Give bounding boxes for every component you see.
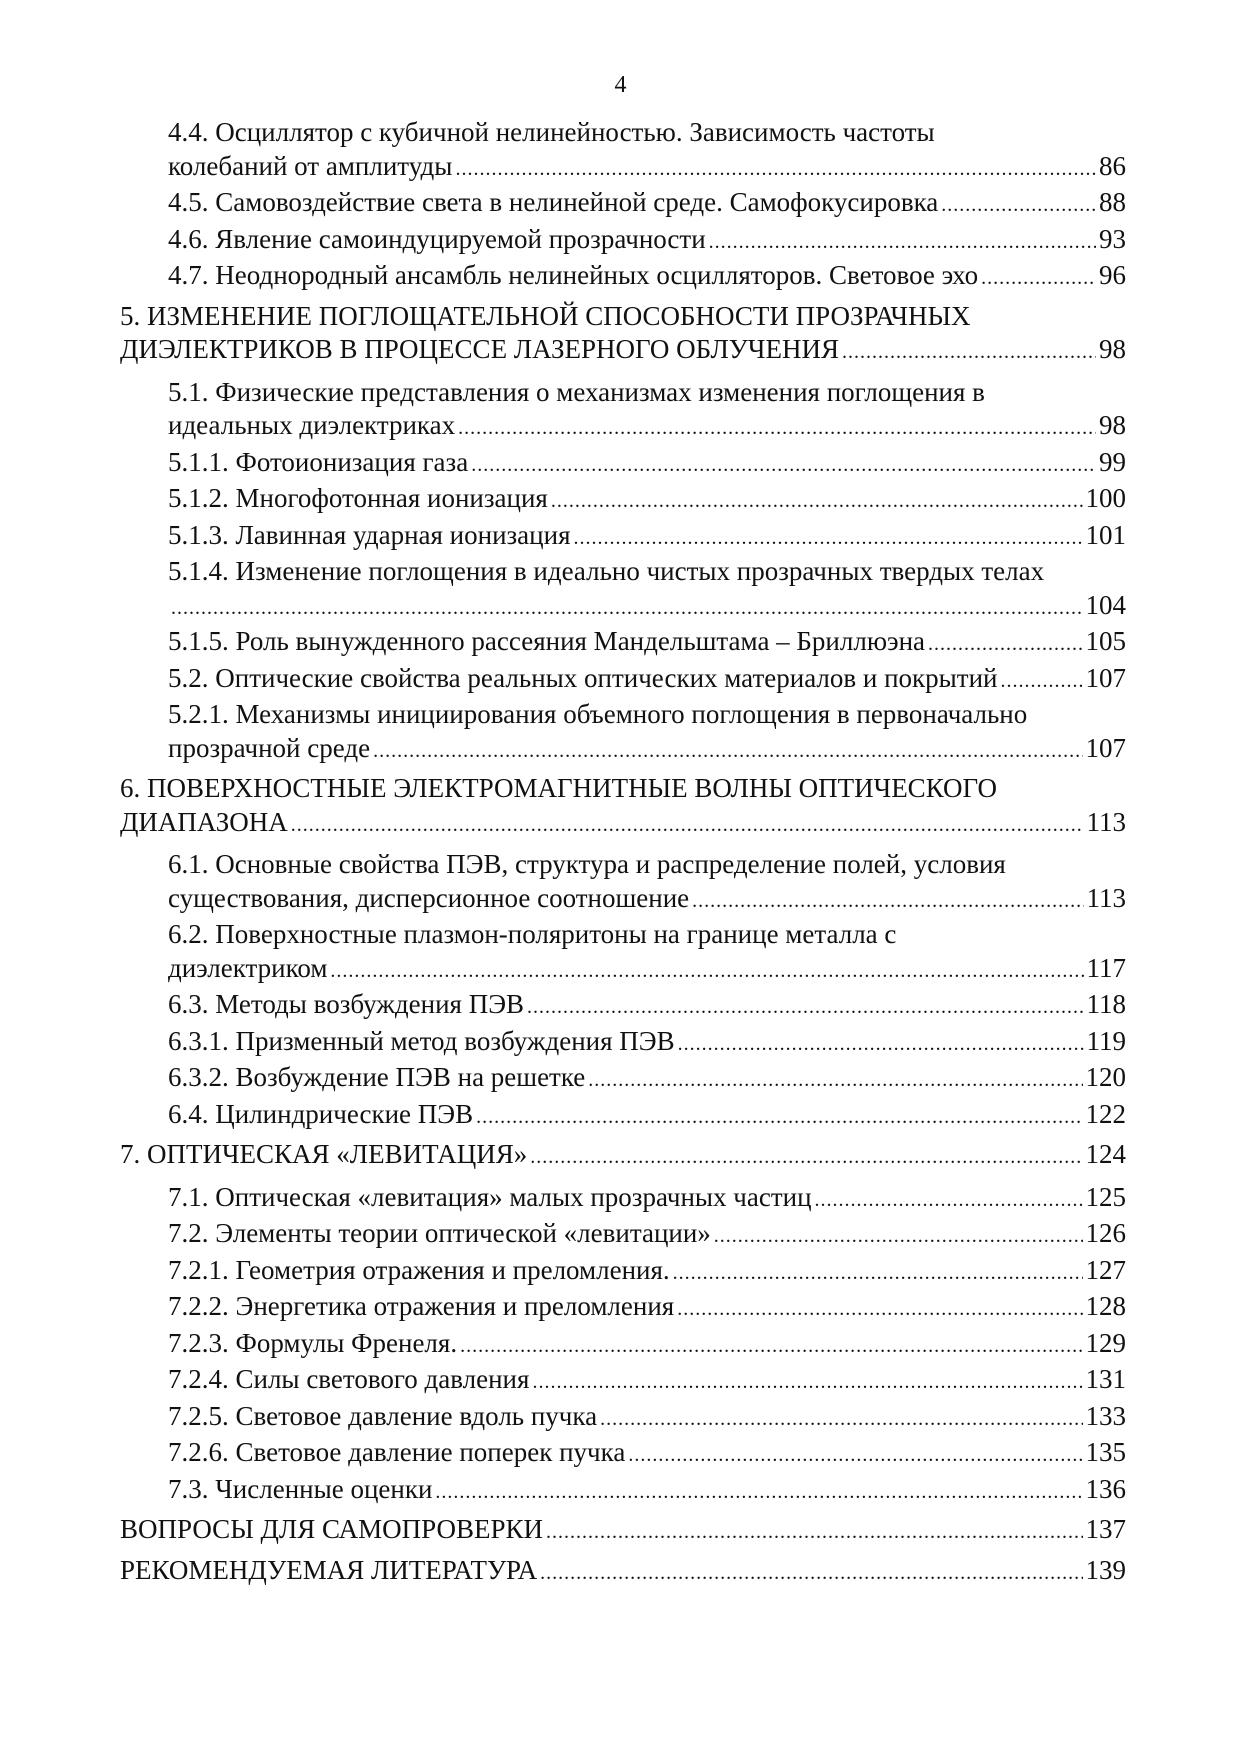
toc-entry-title: колебаний от амплитуды bbox=[168, 150, 453, 181]
toc-section-entry[interactable] bbox=[120, 1400, 1126, 1437]
dot-leader bbox=[981, 262, 1096, 296]
toc-entry-row bbox=[168, 186, 1126, 223]
toc-entry-title: прозрачной среде bbox=[168, 732, 371, 763]
toc-entry-title: 6.3.2. Возбуждение ПЭВ на решетке bbox=[168, 1062, 586, 1092]
toc-entry-title: 5.1.3. Лавинная ударная ионизация bbox=[168, 519, 571, 550]
dot-leader bbox=[460, 1330, 1082, 1364]
toc-page-number: 99 bbox=[1099, 446, 1126, 477]
toc-section-entry[interactable] bbox=[120, 662, 1126, 699]
toc-entry-title: существования, дисперсионное соотношение bbox=[168, 882, 690, 913]
toc-entry-row bbox=[120, 1513, 1126, 1550]
dot-leader bbox=[588, 1064, 1082, 1098]
dot-leader bbox=[600, 1403, 1082, 1437]
toc-section-entry[interactable] bbox=[120, 1025, 1126, 1062]
dot-leader bbox=[471, 449, 1096, 483]
toc-entry-title-line: 6.2. Поверхностные плазмон-поляритоны на границе металла с bbox=[168, 919, 897, 949]
toc-entry-row bbox=[120, 333, 1126, 370]
toc-entry-title-line: 5. ИЗМЕНЕНИЕ ПОГЛОЩАТЕЛЬНОЙ СПОСОБНОСТИ ПРОЗРАЧНЫХ bbox=[120, 300, 971, 331]
toc-entry-row bbox=[120, 1138, 1126, 1175]
toc-entry-title: 6.3.1. Призменный метод возбуждения ПЭВ bbox=[168, 1025, 675, 1056]
toc-entry-title: 7.2.6. Световое давление поперек пучка bbox=[168, 1437, 626, 1467]
dot-leader bbox=[677, 1293, 1082, 1327]
toc-section-entry[interactable] bbox=[120, 1254, 1126, 1291]
dot-leader bbox=[941, 189, 1096, 223]
table-of-contents bbox=[120, 116, 1126, 1590]
toc-page-number: 131 bbox=[1085, 1364, 1126, 1394]
toc-entry-row bbox=[168, 1436, 1126, 1473]
toc-entry-row bbox=[168, 732, 1126, 769]
toc-entry-title: 5.1.2. Многофотонная ионизация bbox=[168, 483, 548, 513]
toc-entry-row bbox=[168, 259, 1126, 296]
dot-leader bbox=[532, 1366, 1082, 1400]
toc-section-entry[interactable] bbox=[120, 1363, 1126, 1400]
toc-page-number: 128 bbox=[1085, 1291, 1126, 1321]
toc-page-number: 100 bbox=[1085, 483, 1126, 513]
toc-page-number: 96 bbox=[1099, 260, 1126, 290]
toc-section-entry[interactable] bbox=[120, 259, 1126, 296]
toc-section-entry[interactable] bbox=[120, 625, 1126, 662]
toc-section-entry[interactable] bbox=[120, 555, 1126, 625]
toc-entry-title-line: 5.2.1. Механизмы инициирования объемного поглощения в первоначально bbox=[168, 699, 1028, 729]
toc-entry-row bbox=[168, 1217, 1126, 1254]
toc-page-number: 136 bbox=[1085, 1473, 1126, 1504]
toc-entry-title-line: 4.4. Осциллятор с кубичной нелинейностью. Зависимость частоты bbox=[168, 117, 935, 147]
page-number: 4 bbox=[614, 72, 627, 98]
toc-entry-row bbox=[168, 882, 1126, 919]
toc-entry-title: 5.1.5. Роль вынужденного рассеяния Мандельштама – Бриллюэна bbox=[168, 626, 926, 656]
toc-entry-title: ДИЭЛЕКТРИКОВ В ПРОЦЕССЕ ЛАЗЕРНОГО ОБЛУЧЕНИЯ bbox=[120, 334, 839, 364]
toc-page-number: 137 bbox=[1085, 1514, 1126, 1544]
dot-leader bbox=[573, 522, 1082, 556]
toc-entry-row bbox=[168, 1025, 1126, 1062]
toc-page-number: 118 bbox=[1086, 989, 1126, 1019]
dot-leader bbox=[551, 485, 1083, 519]
toc-entry-row bbox=[168, 150, 1126, 187]
dot-leader bbox=[530, 1141, 1082, 1175]
toc-entry-title: ДИАПАЗОНА bbox=[120, 806, 288, 837]
toc-entry-title: идеальных диэлектриках bbox=[168, 410, 456, 440]
toc-page-number: 119 bbox=[1086, 1025, 1126, 1056]
toc-entry-title: 5.2. Оптические свойства реальных оптических материалов и покрытий bbox=[168, 662, 998, 693]
toc-entry-row bbox=[168, 1327, 1126, 1364]
toc-section-entry[interactable] bbox=[120, 1473, 1126, 1510]
toc-entry-row bbox=[168, 662, 1126, 699]
toc-section-entry[interactable] bbox=[120, 519, 1126, 556]
toc-section-entry[interactable] bbox=[120, 1181, 1126, 1218]
toc-entry-title: 7.2. Элементы теории оптической «левитации» bbox=[168, 1218, 711, 1248]
dot-leader bbox=[373, 735, 1082, 769]
dot-leader bbox=[678, 1028, 1084, 1062]
toc-entry-row bbox=[120, 1554, 1126, 1591]
toc-page-number: 113 bbox=[1086, 882, 1126, 913]
toc-entry-title: 7.2.5. Световое давление вдоль пучка bbox=[168, 1400, 598, 1431]
toc-entry-title: 4.7. Неоднородный ансамбль нелинейных осцилляторов. Световое эхо bbox=[168, 260, 979, 290]
toc-entry-row bbox=[168, 1061, 1126, 1098]
toc-section-entry[interactable] bbox=[120, 1290, 1126, 1327]
toc-entry-row bbox=[168, 1363, 1126, 1400]
dot-leader bbox=[692, 885, 1083, 919]
toc-entry-title: 4.5. Самовоздействие света в нелинейной среде. Самофокусировка bbox=[168, 187, 939, 217]
toc-section-entry[interactable] bbox=[120, 848, 1126, 918]
dot-leader bbox=[171, 592, 1083, 626]
toc-page-number: 98 bbox=[1099, 410, 1126, 440]
toc-section-entry[interactable] bbox=[120, 988, 1126, 1025]
toc-section-entry[interactable] bbox=[120, 116, 1126, 186]
toc-section-entry[interactable] bbox=[120, 446, 1126, 483]
dot-leader bbox=[546, 1516, 1082, 1550]
toc-entry-row bbox=[168, 1098, 1126, 1135]
dot-leader bbox=[330, 955, 1083, 989]
toc-entry-title: ВОПРОСЫ ДЛЯ САМОПРОВЕРКИ bbox=[120, 1514, 544, 1544]
toc-page-number: 135 bbox=[1085, 1437, 1126, 1467]
toc-entry-title: 7.3. Численные оценки bbox=[168, 1473, 433, 1504]
toc-page-number: 120 bbox=[1085, 1062, 1126, 1092]
toc-section-entry[interactable] bbox=[120, 223, 1126, 260]
dot-leader bbox=[842, 336, 1096, 370]
toc-entry-title: 6.4. Цилиндрические ПЭВ bbox=[168, 1098, 474, 1129]
toc-entry-title: 7.2.1. Геометрия отражения и преломления. bbox=[168, 1254, 670, 1285]
toc-entry-title: 5.1.1. Фотоионизация газа bbox=[168, 446, 469, 477]
toc-chapter-entry[interactable] bbox=[120, 300, 1126, 370]
toc-page-number: 86 bbox=[1099, 150, 1126, 181]
dot-leader bbox=[714, 1220, 1083, 1254]
dot-leader bbox=[1001, 665, 1083, 699]
dot-leader bbox=[291, 809, 1084, 843]
toc-entry-row bbox=[168, 409, 1126, 446]
dot-leader bbox=[476, 1101, 1082, 1135]
dot-leader bbox=[709, 226, 1096, 260]
toc-section-entry[interactable] bbox=[120, 1217, 1126, 1254]
toc-chapter-entry[interactable] bbox=[120, 1138, 1126, 1175]
dot-leader bbox=[928, 628, 1082, 662]
toc-entry-title-line: 5.1.4. Изменение поглощения в идеально чистых прозрачных твердых телах bbox=[168, 556, 1045, 586]
dot-leader bbox=[673, 1257, 1083, 1291]
toc-chapter-entry[interactable] bbox=[120, 1554, 1126, 1591]
toc-entry-title: РЕКОМЕНДУЕМАЯ ЛИТЕРАТУРА bbox=[120, 1554, 538, 1585]
toc-entry-row bbox=[168, 446, 1126, 483]
toc-entry-row bbox=[168, 988, 1126, 1025]
toc-entry-row bbox=[168, 1473, 1126, 1510]
toc-entry-title-line: 5.1. Физические представления о механизмах изменения поглощения в bbox=[168, 376, 985, 407]
toc-entry-row bbox=[168, 625, 1126, 662]
toc-section-entry[interactable] bbox=[120, 376, 1126, 446]
toc-entry-row bbox=[168, 223, 1126, 260]
toc-page-number: 105 bbox=[1085, 626, 1126, 656]
toc-page-number: 129 bbox=[1085, 1327, 1126, 1358]
dot-leader bbox=[815, 1184, 1083, 1218]
toc-page-number: 125 bbox=[1085, 1181, 1126, 1212]
dot-leader bbox=[628, 1439, 1082, 1473]
toc-entry-title: 6.3. Методы возбуждения ПЭВ bbox=[168, 989, 525, 1019]
toc-entry-row bbox=[120, 806, 1126, 843]
toc-entry-row bbox=[168, 1254, 1126, 1291]
toc-chapter-entry[interactable] bbox=[120, 1513, 1126, 1550]
dot-leader bbox=[458, 412, 1096, 446]
toc-entry-row bbox=[168, 1181, 1126, 1218]
toc-entry-row bbox=[168, 482, 1126, 519]
toc-entry-row bbox=[168, 589, 1126, 626]
toc-chapter-entry[interactable] bbox=[120, 772, 1126, 842]
toc-page-number: 124 bbox=[1085, 1139, 1126, 1169]
toc-page-number: 93 bbox=[1099, 223, 1126, 254]
toc-page-number: 122 bbox=[1085, 1098, 1126, 1129]
toc-entry-title: диэлектриком bbox=[168, 952, 328, 983]
toc-entry-title: 7.2.3. Формулы Френеля. bbox=[168, 1327, 458, 1358]
toc-entry-title: 7.2.2. Энергетика отражения и преломления bbox=[168, 1291, 675, 1321]
toc-page-number: 101 bbox=[1085, 519, 1126, 550]
toc-entry-row bbox=[168, 1290, 1126, 1327]
toc-page-number: 117 bbox=[1086, 952, 1126, 983]
toc-entry-title: 4.6. Явление самоиндуцируемой прозрачности bbox=[168, 223, 706, 254]
toc-section-entry[interactable] bbox=[120, 482, 1126, 519]
toc-entry-row bbox=[168, 952, 1126, 989]
dot-leader bbox=[455, 153, 1096, 187]
toc-page-number: 133 bbox=[1085, 1400, 1126, 1431]
toc-entry-row bbox=[168, 1400, 1126, 1437]
toc-page-number: 107 bbox=[1085, 732, 1126, 763]
toc-section-entry[interactable] bbox=[120, 1061, 1126, 1098]
toc-section-entry[interactable] bbox=[120, 918, 1126, 988]
toc-page-number: 107 bbox=[1085, 662, 1126, 693]
toc-entry-title: 7.1. Оптическая «левитация» малых прозрачных частиц bbox=[168, 1181, 812, 1212]
toc-page-number: 126 bbox=[1085, 1218, 1126, 1248]
toc-entry-title-line: 6.1. Основные свойства ПЭВ, структура и распределение полей, условия bbox=[168, 849, 1006, 879]
toc-section-entry[interactable] bbox=[120, 1327, 1126, 1364]
toc-section-entry[interactable] bbox=[120, 698, 1126, 768]
toc-entry-title: 7.2.4. Силы светового давления bbox=[168, 1364, 530, 1394]
toc-page-number: 127 bbox=[1085, 1254, 1126, 1285]
toc-page-number: 113 bbox=[1086, 806, 1126, 837]
dot-leader bbox=[527, 991, 1083, 1025]
toc-page-number: 98 bbox=[1099, 334, 1126, 364]
dot-leader bbox=[435, 1476, 1082, 1510]
toc-page-number: 139 bbox=[1085, 1554, 1126, 1585]
toc-page-number: 88 bbox=[1099, 187, 1126, 217]
toc-section-entry[interactable] bbox=[120, 1098, 1126, 1135]
toc-entry-row bbox=[168, 519, 1126, 556]
toc-entry-title-line: 6. ПОВЕРХНОСТНЫЕ ЭЛЕКТРОМАГНИТНЫЕ ВОЛНЫ ОПТИЧЕСКОГО bbox=[120, 773, 997, 803]
toc-section-entry[interactable] bbox=[120, 186, 1126, 223]
toc-section-entry[interactable] bbox=[120, 1436, 1126, 1473]
toc-entry-title: 7. ОПТИЧЕСКАЯ «ЛЕВИТАЦИЯ» bbox=[120, 1139, 528, 1169]
toc-page-number: 104 bbox=[1085, 589, 1126, 620]
dot-leader bbox=[540, 1557, 1082, 1591]
